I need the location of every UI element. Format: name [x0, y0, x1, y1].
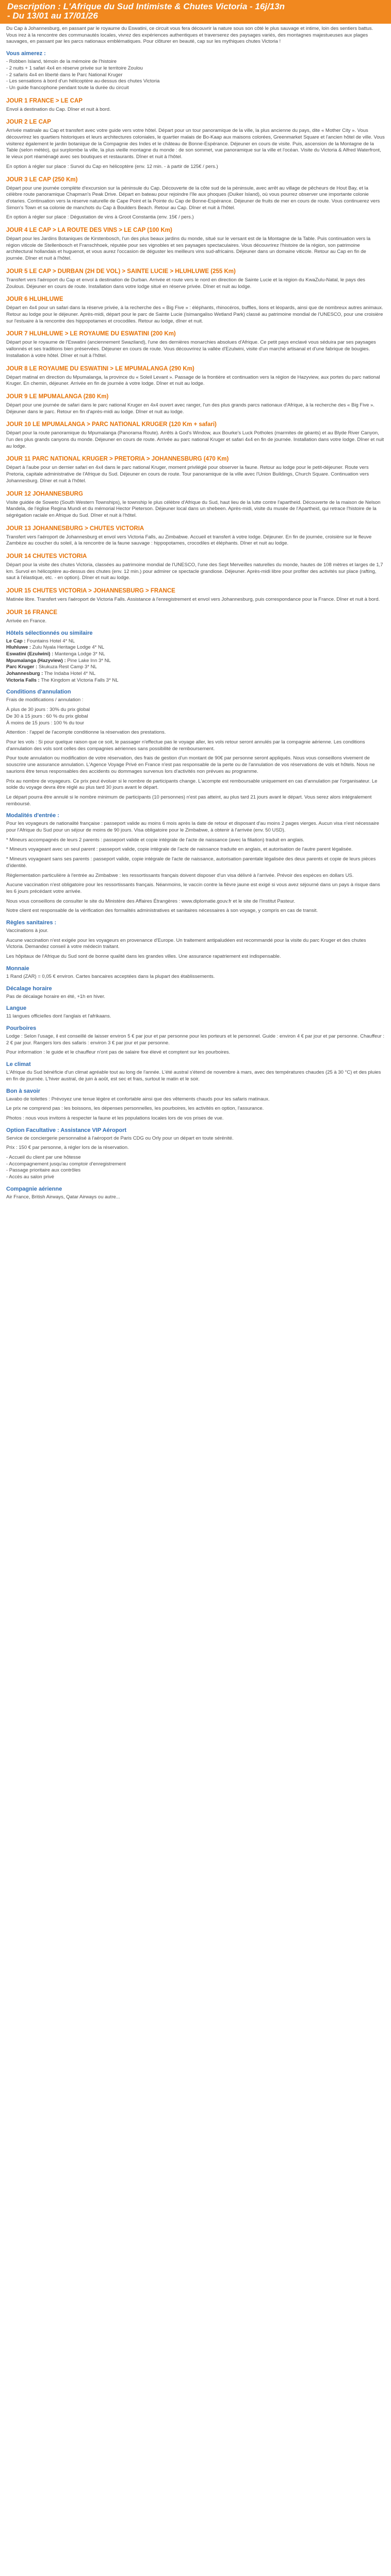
- tips-title: Pourboires: [6, 1025, 37, 1031]
- climate-text: L'Afrique du Sud bénéficie d'un climat agréable tout au long de l'année. L'été austral s'étend de novembre à mars, avec des températures chaudes (25 à 30 °C) et des pluies en fin de journée. L'hiver austral, de juin à août, est sec et frais, surtout le matin et le soir.: [6, 1070, 381, 1082]
- conditions-list: [6, 707, 385, 726]
- hotel-row: [6, 638, 385, 645]
- day-text: Arrivée en France.: [6, 618, 47, 624]
- hotel-label: Hluhluwe :: [6, 645, 31, 651]
- day-title: JOUR 9 LE MPUMALANGA (280 Km): [6, 393, 109, 400]
- hotel-label: Mpumalanga (Hazyview) :: [6, 657, 66, 664]
- day-title: JOUR 7 HLUHLUWE > LE ROYAUME DU ESWATINI (200 Km): [6, 331, 176, 337]
- list-item: À plus de 30 jours : 30% du prix global: [6, 707, 90, 713]
- banner-dates: - Du 13/01 au 17/01/26: [7, 11, 98, 21]
- list-item: - Robben Island, témoin de la mémoire de l'histoire: [6, 59, 117, 65]
- hotel-value: Skukuza Rest Camp 3* NL: [38, 664, 97, 670]
- hotel-row: [6, 671, 385, 677]
- good-to-know-text: Le prix ne comprend pas : les boissons, les dépenses personnelles, les pourboires, les activités en option, l'assurance.: [6, 1106, 264, 1112]
- sanitary-text: Les hôpitaux de l'Afrique du Sud sont de bonne qualité dans les grandes villes. Une assurance rapatriement est indispensable.: [6, 954, 281, 960]
- conditions-text: Prix au nombre de voyageurs. Ce prix peut évoluer si le nombre de participants change. L'acompte est remboursable uniquement en cas d'annulation par l'organisateur. Le solde du voyage devra être réglé au plus tard 30 jours avant le départ.: [6, 778, 378, 791]
- day-text: Départ matinal en direction du Mpumalanga, la province du « Soleil Levant ». Passage de la frontière et continuation vers la région de Hazyview, aux portes du parc national Kruger. En chemin, déjeuner. Arrivée en fin de journée à votre lodge. Dîner et nuit au lodge.: [6, 374, 380, 387]
- day-title: JOUR 11 PARC NATIONAL KRUGER > PRETORIA > JOHANNESBURG (470 Km): [6, 456, 229, 463]
- good-to-know-text: Photos : nous vous invitons à respecter la faune et les populations locales lors de vos prises de vue.: [6, 1115, 224, 1121]
- hotel-value: Pine Lake Inn 3* NL: [67, 657, 111, 664]
- day-text: Départ en 4x4 pour un safari dans la réserve privée, à la recherche des « Big Five » : éléphants, rhinocéros, buffles, lions et léopards, ainsi que de nombreux autres animaux. Retour au lodge pour le déjeuner. Après-midi, départ pour le parc de Sainte Lucie (Isimangaliso Wetland Park) classé au patrimoine mondial de l'UNESCO, pour une croisière sur l'estuaire à la rencontre des hippopotames et crocodiles. Retour au lodge, dîner et nuit.: [6, 305, 383, 324]
- formalities-note: Aucune vaccination n'est obligatoire pour les ressortissants français. Néanmoins, le vaccin contre la fièvre jaune est exigé si vous avez séjourné dans un pays à risque dans les 6 jours précédant votre arrivée.: [6, 882, 380, 894]
- list-item: - Accompagnement jusqu'au comptoir d'enregistrement: [6, 1161, 126, 1167]
- formalities-title: Modalités d'entrée :: [6, 812, 59, 819]
- day-text: Envol à destination du Cap. Dîner et nuit à bord.: [6, 106, 111, 112]
- day-note: En option à régler sur place : Survol du Cap en hélicoptère (env. 12 min. - à partir de 125€ / pers.): [6, 163, 218, 170]
- list-item: De 30 à 15 jours : 60 % du prix global: [6, 713, 88, 719]
- list-item: - Accès au salon privé: [6, 1174, 54, 1180]
- hotel-row: [6, 664, 385, 671]
- tips-text: Pour information : le guide et le chauffeur n'ont pas de salaire fixe élevé et comptent sur les pourboires.: [6, 1049, 231, 1056]
- hotel-label: Le Cap :: [6, 638, 26, 644]
- day-title: JOUR 10 LE MPUMALANGA > PARC NATIONAL KRUGER (120 Km + safari): [6, 421, 217, 428]
- formalities-item: * Mineurs voyageant avec un seul parent : passeport valide, copie intégrale de l'acte de naissance traduite en anglais, et autorisation de l'autre parent légalisée.: [6, 846, 353, 853]
- timezone-text: Pas de décalage horaire en été, +1h en hiver.: [6, 993, 105, 999]
- climate-title: Le climat: [6, 1061, 31, 1068]
- hotel-row: [6, 658, 385, 665]
- list-item: - 2 nuits + 1 safari 4x4 en réserve privée sur le territoire Zoulou: [6, 65, 143, 71]
- day-note: En option à régler sur place : Dégustation de vins à Groot Constantia (env. 15€ / pers.): [6, 214, 194, 221]
- list-item: - Les sensations à bord d'un hélicoptère au-dessus des chutes Victoria: [6, 78, 160, 84]
- hotel-value: Zulu Nyala Heritage Lodge 4* NL: [32, 645, 105, 651]
- day-text: Matinée libre. Transfert vers l'aéroport de Victoria Falls. Assistance à l'enregistrement et envol vers Johannesburg, puis correspondance pour la France. Dîner et nuit à bord.: [6, 597, 380, 603]
- intro-text: Du Cap à Johannesburg, en passant par le royaume du Eswatini, ce circuit vous fera découvrir la nature sous son côté le plus sauvage et intime, loin des sentiers battus. Vous irez à la rencontre des communautés locales, vivrez des expériences authentiques et traverserez des paysages variés, des montagnes majestueuses aux plages sauvages, en passant par les parcs nationaux emblématiques. Pour clôturer en beauté, cap sur les mythiques chutes Victoria !: [6, 26, 373, 45]
- conditions-title: Conditions d'annulation: [6, 689, 71, 696]
- hotels-list: [6, 638, 385, 684]
- sanitary-text: Aucune vaccination n'est exigée pour les voyageurs en provenance d'Europe. Un traitement antipaludéen est recommandé pour la visite du parc Kruger et des chutes Victoria. Demandez conseil à votre médecin traitant.: [6, 937, 366, 950]
- page-banner: [0, 0, 391, 24]
- hotels-title: Hôtels sélectionnés ou similaire: [6, 630, 93, 636]
- formalities-note: Nous vous conseillons de consulter le site du Ministère des Affaires Étrangères : www.diplomatie.gouv.fr et le site de l'Institut Pasteur.: [6, 898, 296, 904]
- formalities-item: * Mineurs voyageant sans ses parents : passeport valide, copie intégrale de l'acte de naissance, autorisation parentale légalisée des deux parents et copie de leurs pièces d'identité.: [6, 856, 376, 869]
- day-title: JOUR 4 LE CAP > LA ROUTE DES VINS > LE CAP (100 Km): [6, 227, 172, 234]
- day-title: JOUR 16 FRANCE: [6, 609, 58, 616]
- hotel-value: Fountains Hotel 4* NL: [27, 638, 75, 644]
- hotel-row: [6, 677, 385, 684]
- day-text: Départ pour une journée de safari dans le parc national Kruger en 4x4 ouvert avec ranger, l'un des plus grands parcs nationaux d'Afrique, à la recherche des « Big Five ». Déjeuner dans le parc. Retour en fin d'après-midi au lodge. Dîner et nuit au lodge.: [6, 402, 374, 415]
- hotel-value: Mantenga Lodge 3* NL: [54, 651, 105, 657]
- day-text: Départ à l'aube pour un dernier safari en 4x4 dans le parc national Kruger, moment privilégié pour observer la faune. Retour au lodge pour le petit-déjeuner. Route vers Pretoria, capitale administrative de l'Afrique du Sud. Déjeuner en cours de route. Tour panoramique de la ville avec l'Union Buildings, Church Square. Continuation vers Johannesburg. Dîner et nuit à l'hôtel.: [6, 465, 369, 484]
- hotel-label: Victoria Falls :: [6, 677, 40, 683]
- day-text: Départ pour les Jardins Botaniques de Kirstenbosch, l'un des plus beaux jardins du monde, situé sur le versant est de la Montagne de la Table. Puis continuation vers la région viticole de Stellenbosch et Franschhoek, réputée pour ses vignobles et ses paysages spectaculaires. Vous découvrirez l'histoire de la région, son patrimoine architectural hollandais et huguenot, et vous aurez l'occasion de déguster les meilleurs vins sud-africains. Déjeuner dans un domaine viticole. Retour au Cap en fin de journée. Dîner et nuit à l'hôtel.: [6, 236, 371, 262]
- day-text: Départ pour le royaume de l'Eswatini (anciennement Swaziland), l'une des dernières monarchies absolues d'Afrique. Ce petit pays enclavé vous séduira par ses paysages vallonnés et ses traditions bien préservées. Déjeuner en cours de route. Vous découvrirez la vallée d'Ezulwini, visite d'un marché artisanal et d'une fabrique de bougies. Installation à votre hôtel. Dîner et nuit à l'hôtel.: [6, 340, 376, 359]
- day-text: Départ pour la visite des chutes Victoria, classées au patrimoine mondial de l'UNESCO, l'une des Sept Merveilles naturelles du monde, hautes de 108 mètres et larges de 1,7 km. Survol en hélicoptère au-dessus des chutes (env. 12 min.) pour admirer ce spectacle grandiose. Déjeuner. Après-midi libre pour profiter des activités sur place (rafting, saut à l'élastique, etc. - en option). Dîner et nuit au lodge.: [6, 562, 383, 581]
- formalities-intro: Pour les voyageurs de nationalité française : passeport valide au moins 6 mois après la date de retour et disposant d'au moins 2 pages vierges. Aucun visa n'est nécessaire pour l'Afrique du Sud pour un séjour de moins de 90 jours. Visa obligatoire pour le Zimbabwe, à obtenir à l'arrivée (env. 50 USD).: [6, 821, 379, 834]
- tips-text: Lodge : Selon l'usage, il est conseillé de laisser environ 5 € par jour et par personne pour les porteurs et le personnel. Guide : environ 4 € par jour et par personne. Chauffeur : 2 € par jour. Rangers lors des safaris : environ 3 € par jour et par personne.: [6, 1033, 385, 1046]
- list-item: À moins de 15 jours : 100 % du tour: [6, 720, 85, 726]
- day-title: JOUR 3 LE CAP (250 Km): [6, 176, 78, 183]
- list-item: - 2 safaris 4x4 en liberté dans le Parc National Kruger: [6, 72, 123, 78]
- good-to-know-title: Bon à savoir: [6, 1088, 41, 1094]
- conditions-text: Le départ pourra être annulé si le nombre minimum de participants (10 personnes) n'est pas atteint, au plus tard 21 jours avant le départ. Vous serez alors intégralement remboursé.: [6, 794, 372, 807]
- page: [0, 0, 391, 1201]
- hotel-row: [6, 651, 385, 658]
- sanitary-text: Vaccinations à jour.: [6, 928, 48, 934]
- list-item: - Passage prioritaire aux contrôles: [6, 1167, 81, 1174]
- good-to-know-text: Lavabo de toilettes : Prévoyez une tenue légère et confortable ainsi que des vêtements chauds pour les safaris matinaux.: [6, 1096, 270, 1102]
- day-title: JOUR 8 LE ROYAUME DU ESWATINI > LE MPUMALANGA (290 Km): [6, 365, 194, 372]
- day-title: JOUR 1 FRANCE > LE CAP: [6, 97, 83, 104]
- day-title: JOUR 5 LE CAP > DURBAN (2H DE VOL) > SAINTE LUCIE > HLUHLUWE (255 Km): [6, 268, 236, 275]
- sanitary-title: Règles sanitaires :: [6, 920, 57, 926]
- hotel-value: The Kingdom at Victoria Falls 3* NL: [41, 677, 119, 683]
- highlights-list: [6, 59, 385, 92]
- day-title: JOUR 14 CHUTES VICTORIA: [6, 553, 87, 560]
- day-title: JOUR 6 HLUHLUWE: [6, 296, 63, 303]
- conditions-note: Attention : l'appel de l'acompte conditionne la réservation des prestations.: [6, 730, 166, 736]
- day-title: JOUR 12 JOHANNESBURG: [6, 490, 83, 497]
- option-list: [6, 1155, 385, 1181]
- language-title: Langue: [6, 1005, 27, 1012]
- day-title: JOUR 2 LE CAP: [6, 119, 51, 126]
- conditions-text: Pour les vols : Si pour quelque raison que ce soit, le passager n'effectue pas le voyage aller, les vols retour seront annulés par la compagnie aérienne. Les conditions d'annulation des vols sont celles des compagnies aériennes sans possibilité de remboursement.: [6, 739, 365, 752]
- option-text: Prix : 150 € par personne, à régler lors de la réservation.: [6, 1145, 129, 1151]
- list-item: - Un guide francophone pendant toute la durée du circuit: [6, 84, 129, 91]
- day-text: Transfert vers l'aéroport du Cap et envol à destination de Durban. Arrivée et route vers le nord en direction de Sainte Lucie et la région du KwaZulu-Natal, le pays des Zoulous. Déjeuner en cours de route. Installation dans votre lodge situé en réserve privée. Dîner et nuit au lodge.: [6, 277, 365, 290]
- hotel-label: Johannesburg :: [6, 671, 43, 677]
- day-text: Arrivée matinale au Cap et transfert avec votre guide vers votre hôtel. Départ pour un tour panoramique de la ville, la plus ancienne du pays, dite « Mother City ». Vous découvrirez les quartiers historiques et leurs architectures coloniales, le quartier malais de Bo-Kaap aux maisons colorées, Greenmarket Square et l'ancien hôtel de ville. Vous visiterez également le jardin botanique de la Compagnie des Indes et le château de Bonne-Espérance. Déjeuner en cours de visite. Puis, ascension de la Montagne de la Table (selon météo), qui surplombe la ville, la plus vieille montagne du monde : de son sommet, vue panoramique sur la ville et l'océan. Visite du Victoria & Alfred Waterfront, le vieux port réaménagé avec ses boutiques et restaurants. Dîner et nuit à l'hôtel.: [6, 128, 385, 160]
- hotel-label: Eswatini (Ezulwini) :: [6, 651, 54, 657]
- option-title: Option Facultative : Assistance VIP Aéroport: [6, 1127, 127, 1133]
- option-text: Service de conciergerie personnalisé à l'aéroport de Paris CDG ou Orly pour un départ en toute sérénité.: [6, 1135, 234, 1141]
- formalities-item: * Mineurs accompagnés de leurs 2 parents : passeport valide et copie intégrale de l'acte de naissance (avec la filiation) traduit en anglais.: [6, 837, 304, 843]
- day-text: Départ pour la route panoramique du Mpumalanga (Panorama Route). Arrêts à God's Window, aux Bourke's Luck Potholes (marmites de géants) et au Blyde River Canyon, l'un des plus grands canyons du monde. Déjeuner en cours de route. Arrivée au parc national Kruger et safari 4x4 en fin de journée. Installation dans votre lodge. Dîner et nuit au lodge.: [6, 430, 384, 449]
- hotel-value: The Indaba Hotel 4* NL: [44, 671, 96, 677]
- day-text: Transfert vers l'aéroport de Johannesburg et envol vers Victoria Falls, au Zimbabwe. Accueil et transfert à votre lodge. Déjeuner. En fin de journée, croisière sur le fleuve Zambèze au coucher du soleil, à la rencontre de la faune sauvage : hippopotames, crocodiles et éléphants. Dîner et nuit au lodge.: [6, 534, 372, 547]
- highlights-title: Vous aimerez :: [6, 50, 46, 57]
- timezone-title: Décalage horaire: [6, 985, 52, 992]
- money-title: Monnaie: [6, 965, 29, 972]
- day-text: Départ pour une journée complète d'excursion sur la péninsule du Cap. Découverte de la côte sud de la péninsule, avec arrêt au village de pêcheurs de Hout Bay, et la célèbre route panoramique Chapman's Peak Drive. Départ en bateau pour rejoindre l'île aux phoques (Duiker Island), où vous pourrez observer une importante colonie d'otaries. Continuation vers la réserve naturelle de Cape Point et la Pointe du Cap de Bonne-Espérance. Déjeuner de fruits de mer en cours de route. Vous continuerez vers Simon's Town et sa colonie de manchots du Cap à Boulders Beach. Retour au Cap. Dîner et nuit à l'hôtel.: [6, 185, 380, 211]
- money-text: 1 Rand (ZAR) = 0,05 € environ. Cartes bancaires acceptées dans la plupart des établissements.: [6, 973, 215, 979]
- day-title: JOUR 15 CHUTES VICTORIA > JOHANNESBURG > FRANCE: [6, 588, 175, 595]
- day-title: JOUR 13 JOHANNESBURG > CHUTES VICTORIA: [6, 525, 144, 532]
- conditions-text: Pour toute annulation ou modification de votre réservation, des frais de gestion d'un montant de 90€ par personne seront appliqués. Nous vous conseillons vivement de souscrire une assurance annulation. L'Agence Voyage Privé en France n'est pas responsable de la perte ou de l'annulation de vos réservations de vols et hôtels. Nous ne saurions être tenus responsables des accidents ou dommages survenus lors d'activités non prévues au programme.: [6, 755, 375, 774]
- airline-title: Compagnie aérienne: [6, 1185, 62, 1192]
- language-text: 11 langues officielles dont l'anglais et l'afrikaans.: [6, 1013, 111, 1020]
- list-item: - Accueil du client par une hôtesse: [6, 1155, 81, 1161]
- formalities-note: Règlementation particulière à l'entrée au Zimbabwe : les ressortissants français doivent disposer d'un visa délivré à l'arrivée. Prévoir des espèces en dollars US.: [6, 872, 354, 878]
- hotel-label: Parc Kruger :: [6, 664, 38, 670]
- day-text: Visite guidée de Soweto (South Western Townships), le township le plus célèbre d'Afrique du Sud, haut lieu de la lutte contre l'apartheid. Découverte de la maison de Nelson Mandela, de l'église Regina Mundi et du mémorial Hector Pieterson. Déjeuner local dans un shebeen. Après-midi, visite du musée de l'Apartheid, qui retrace l'histoire de la ségrégation raciale en Afrique du Sud. Dîner et nuit à l'hôtel.: [6, 499, 381, 518]
- conditions-intro: Frais de modifications / annulation :: [6, 697, 84, 703]
- formalities-note: Notre client est responsable de la vérification des formalités administratives et sanitaires nécessaires à son voyage, y compris en cas de transit.: [6, 908, 318, 914]
- banner-title: Description : L'Afrique du Sud Intimiste & Chutes Victoria - 16j/13n: [7, 2, 285, 11]
- hotel-row: [6, 645, 385, 651]
- airline-text: Air France, British Airways, Qatar Airways ou autre...: [6, 1194, 120, 1200]
